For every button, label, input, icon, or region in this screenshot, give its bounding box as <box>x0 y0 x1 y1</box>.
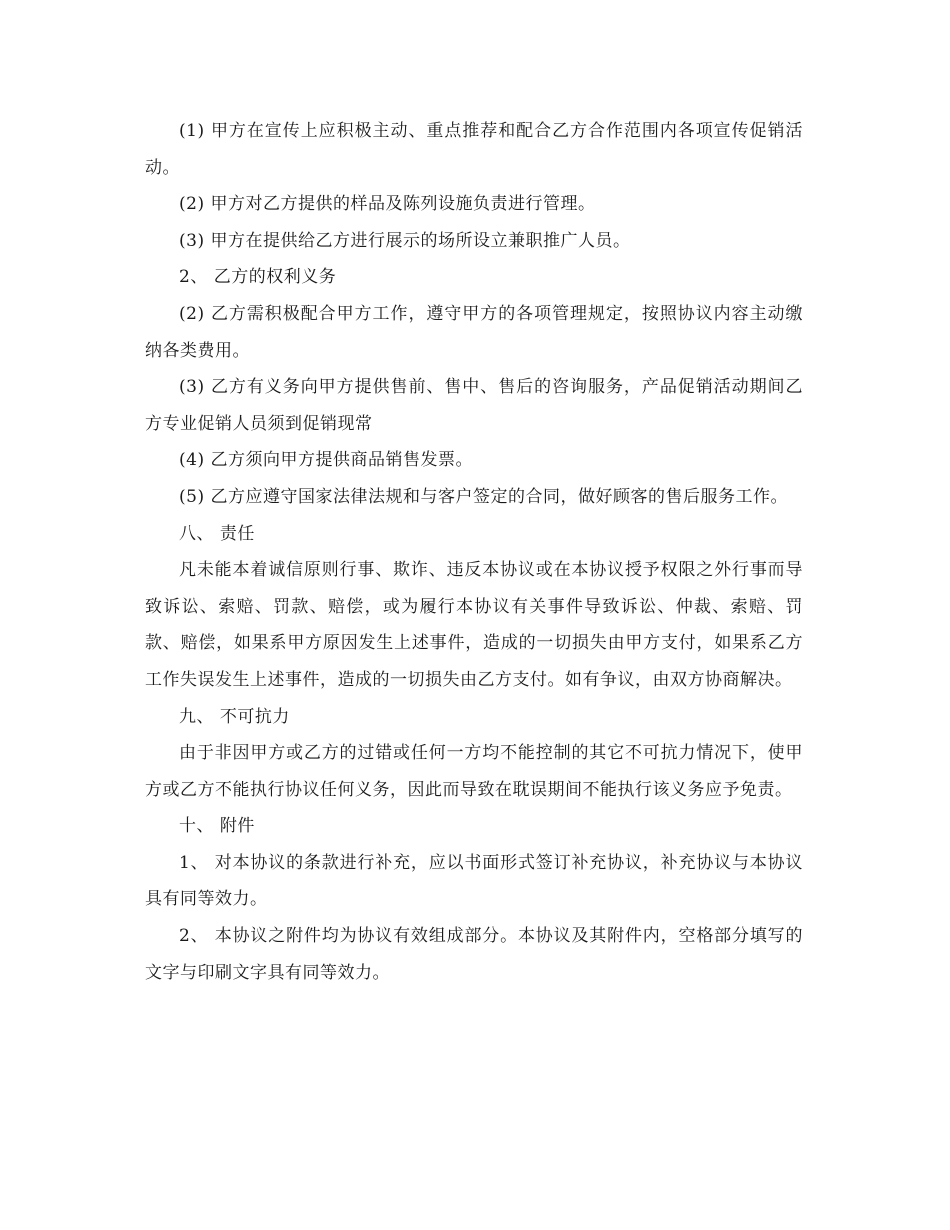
clause-b3: (3) 乙方有义务向甲方提供售前、售中、售后的咨询服务，产品促销活动期间乙方专业促销人员须到促销现常 <box>145 377 803 434</box>
clause-b4: (4) 乙方须向甲方提供商品销售发票。 <box>179 450 473 471</box>
liability-text: 凡未能本着诚信原则行事、欺诈、违反本协议或在本协议授予权限之外行事而导致诉讼、索赔、罚款、赔偿，或为履行本协议有关事件导致诉讼、仲裁、索赔、罚款、赔偿，如果系甲方原因发生上述事件，造成的一切损失由甲方支付，如果系乙方工作失误发生上述事件，造成的一切损失由乙方支付。如有争议，由双方协商解决。 <box>145 560 803 690</box>
document-body <box>145 113 803 991</box>
section-heading-liability: 八、 责任 <box>179 523 255 544</box>
clause-a3: (3) 甲方在提供给乙方进行展示的场所设立兼职推广人员。 <box>179 230 631 251</box>
clause-b2: (2) 乙方需积极配合甲方工作，遵守甲方的各项管理规定，按照协议内容主动缴纳各类费用。 <box>145 303 803 361</box>
force-majeure-text: 由于非因甲方或乙方的过错或任何一方均不能控制的其它不可抗力情况下，使甲方或乙方不能执行协议任何义务，因此而导致在耽误期间不能执行该义务应予免责。 <box>145 743 803 800</box>
attachment-clause-2: 2、 本协议之附件均为协议有效组成部分。本协议及其附件内，空格部分填写的文字与印刷文字具有同等效力。 <box>145 926 803 983</box>
clause-a2: (2) 甲方对乙方提供的样品及陈列设施负责进行管理。 <box>179 194 596 215</box>
clause-b5: (5) 乙方应遵守国家法律法规和与客户签定的合同，做好顾客的售后服务工作。 <box>179 486 788 507</box>
attachment-clause-1: 1、 对本协议的条款进行补充，应以书面形式签订补充协议，补充协议与本协议具有同等效力。 <box>145 852 803 910</box>
section-heading-party-b-rights: 2、 乙方的权利义务 <box>179 267 337 288</box>
section-heading-attachments: 十、 附件 <box>179 816 255 837</box>
section-heading-force-majeure: 九、 不可抗力 <box>179 706 290 727</box>
clause-a1: (1) 甲方在宣传上应积极主动、重点推荐和配合乙方合作范围内各项宣传促销活动。 <box>145 121 803 178</box>
